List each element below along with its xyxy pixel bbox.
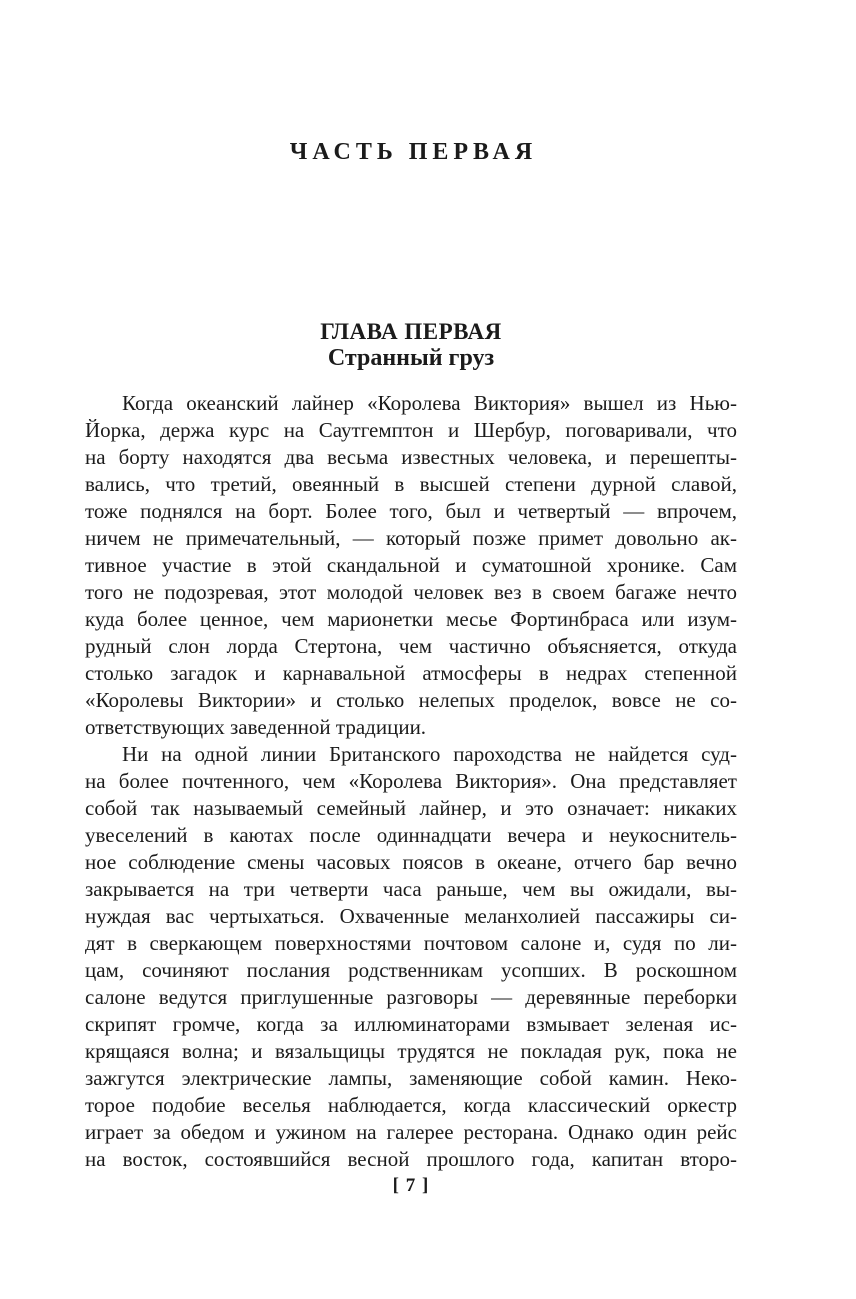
chapter-subtitle: Странный груз xyxy=(327,345,495,371)
text-line: скрипят громче, когда за иллюминаторами взмывает зеленая ис- xyxy=(85,1012,737,1036)
text-line: увеселений в каютах после одиннадцати вечера и неукоснитель- xyxy=(85,823,737,847)
text-line: дят в сверкающем поверхностями почтовом салоне и, судя по ли- xyxy=(85,931,737,955)
paragraph xyxy=(85,741,737,1173)
text-line: ное соблюдение смены часовых поясов в океане, отчего бар вечно xyxy=(85,850,737,874)
page-number: [ 7 ] xyxy=(392,1175,430,1196)
text-line: торое подобие веселья наблюдается, когда классический оркестр xyxy=(85,1093,737,1117)
text-line: вались, что третий, овеянный в высшей степени дурной славой, xyxy=(85,472,737,496)
text-line: Когда океанский лайнер «Королева Виктория» вышел из Нью- xyxy=(122,391,737,415)
text-line: на восток, состоявшийся весной прошлого года, капитан второ- xyxy=(85,1147,737,1171)
text-line: того не подозревая, этот молодой человек вез в своем багаже нечто xyxy=(85,580,737,604)
text-line: крящаяся волна; и вязальщицы трудятся не покладая рук, пока не xyxy=(85,1039,737,1063)
text-line: салоне ведутся приглушенные разговоры — деревянные переборки xyxy=(85,985,737,1009)
text-line: цам, сочиняют послания родственникам усопших. В роскошном xyxy=(85,958,737,982)
body-text xyxy=(85,390,737,1173)
paragraph xyxy=(85,390,737,741)
text-line: «Королевы Виктории» и столько нелепых проделок, вовсе не со- xyxy=(85,688,737,712)
text-line: закрывается на три четверти часа раньше, чем вы ожидали, вы- xyxy=(85,877,737,901)
chapter-heading: ГЛАВА ПЕРВАЯ xyxy=(320,319,502,344)
text-line: Ни на одной линии Британского пароходства не найдется суд- xyxy=(122,742,737,766)
text-line: Йорка, держа курс на Саутгемптон и Шербур, поговаривали, что xyxy=(85,418,737,442)
text-line: нуждая вас чертыхаться. Охваченные меланхолией пассажиры си- xyxy=(85,904,737,928)
text-line: рудный слон лорда Стертона, чем частично объясняется, откуда xyxy=(85,634,737,658)
text-line: ответствующих заведенной традиции. xyxy=(85,715,427,739)
text-line: куда более ценное, чем марионетки месье Фортинбраса или изум- xyxy=(85,607,737,631)
text-line: ничем не примечательный, — который позже примет довольно ак- xyxy=(85,526,737,550)
text-line: на борту находятся два весьма известных человека, и перешепты- xyxy=(85,445,737,469)
text-line: собой так называемый семейный лайнер, и это означает: никаких xyxy=(85,796,737,820)
text-line: на более почтенного, чем «Королева Виктория». Она представляет xyxy=(85,769,737,793)
part-heading: ЧАСТЬ ПЕРВАЯ xyxy=(289,139,538,165)
text-line: играет за обедом и ужином на галерее ресторана. Однако один рейс xyxy=(85,1120,737,1144)
text-line: тоже поднялся на борт. Более того, был и четвертый — впрочем, xyxy=(85,499,737,523)
text-line: столько загадок и карнавальной атмосферы в недрах степенной xyxy=(85,661,737,685)
text-line: зажгутся электрические лампы, заменяющие собой камин. Неко- xyxy=(85,1066,737,1090)
text-line: тивное участие в этой скандальной и суматошной хронике. Сам xyxy=(85,553,737,577)
